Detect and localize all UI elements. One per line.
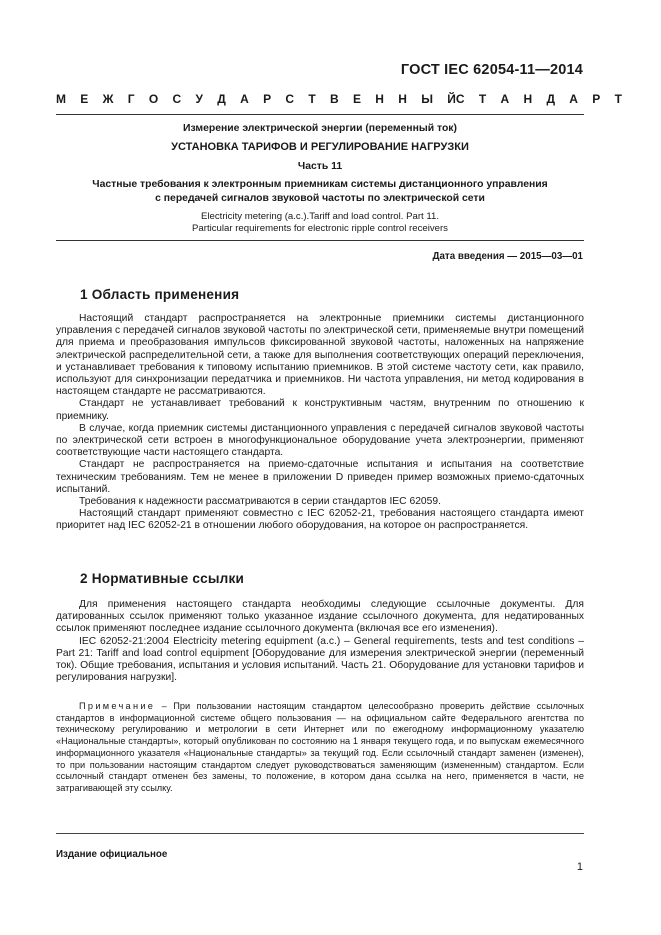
- banner-interstate-letter: В: [330, 92, 339, 106]
- footer-rule: [56, 833, 584, 834]
- edition-label: Издание официальное: [56, 849, 168, 860]
- banner-standard-letter: Н: [523, 92, 533, 106]
- banner-interstate-letter: Г: [127, 92, 135, 106]
- section-1-paragraph: В случае, когда приемник системы дистанционного управления с передачей сигналов звуковой частоты по электрической сети встроен в многофункциональное оборудование учета электроэнергии, применяют соответствующие части настоящего стандарта.: [56, 422, 584, 459]
- banner-interstate-letter: Ы: [421, 92, 433, 106]
- banner-interstate-letter: С: [172, 92, 182, 106]
- banner-word-interstate: [56, 92, 456, 106]
- introduction-date: Дата введения — 2015—03—01: [432, 251, 583, 262]
- section-1-paragraph: Настоящий стандарт применяют совместно с IEC 62052-21, требования настоящего стандарта имеют приоритет над IEC 62052-21 в отношении любого оборудования, на которое он распространяется.: [56, 508, 584, 532]
- title-rule: [56, 240, 584, 241]
- banner-interstate-letter: Е: [80, 92, 89, 106]
- note-label: Примечание: [79, 701, 156, 711]
- banner-interstate-letter: С: [285, 92, 295, 106]
- title-subtitle: [56, 178, 584, 206]
- banner-standard-letter: Т: [614, 92, 622, 106]
- banner-interstate-letter: М: [56, 92, 66, 106]
- standard-number: ГОСТ IEC 62054-11—2014: [400, 62, 583, 78]
- title-part: Часть 11: [297, 161, 343, 172]
- banner-interstate-letter: Н: [375, 92, 384, 106]
- note-text: – При пользовании настоящим стандартом целесообразно проверить действие ссылочных стандартов в информационной системе общего пользования — на официальном сайте Федерального агентства по техническому регулированию и метрологии в сети Интернет или по ежегодному информационному указателю «Национальные стандарты», который опубликован по состоянию на 1 января текущего года, и по выпускам ежемесячного информационного указателя «Национальные стандарты» за текущий год. Если ссылочный стандарт заменен (изменен), то при пользовании настоящим стандартом следует руководствоваться заменяющим (измененным) стандартом. Если ссылочный стандарт отменен без замены, то положение, в котором дана ссылка на него, применяется в части, не затрагивающей эту ссылку.: [56, 701, 584, 793]
- banner-interstate-letter: У: [195, 92, 203, 106]
- banner-word-standard: [456, 92, 622, 106]
- title-english-line-2: Particular requirements for electronic ripple control receivers: [192, 223, 448, 234]
- title-line-1: Измерение электрической энергии (переменный ток): [183, 123, 457, 134]
- title-english-line-1: Electricity metering (a.c.).Tariff and load control. Part 11.: [201, 211, 439, 222]
- banner-interstate-letter: Ж: [102, 92, 114, 106]
- banner-standard-letter: Р: [592, 92, 601, 106]
- section-2-heading: 2 Нормативные ссылки: [80, 571, 245, 586]
- section-1-body: [56, 313, 584, 533]
- standard-type-banner: [56, 92, 622, 106]
- banner-standard-letter: А: [569, 92, 578, 106]
- title-line-2: УСТАНОВКА ТАРИФОВ И РЕГУЛИРОВАНИЕ НАГРУЗКИ: [171, 141, 469, 153]
- banner-standard-letter: Т: [478, 92, 487, 106]
- title-subtitle-line-2: с передачей сигналов звуковой частоты по электрической сети: [155, 193, 485, 204]
- banner-standard-letter: А: [500, 92, 510, 106]
- banner-interstate-letter: Т: [308, 92, 316, 106]
- section-1-heading: 1 Область применения: [80, 287, 240, 302]
- banner-interstate-letter: О: [148, 92, 159, 106]
- banner-interstate-letter: Н: [398, 92, 407, 106]
- section-1-paragraph: Требования к надежности рассматриваются в серии стандартов IEC 62059.: [79, 496, 441, 508]
- banner-interstate-letter: Й: [447, 92, 456, 106]
- banner-interstate-letter: Р: [263, 92, 272, 106]
- section-2-paragraph: IEC 62052-21:2004 Electricity metering equipment (a.c.) – General requirements, tests and test conditions – Part 21: Tariff and load control equipment [Оборудование для измерения электрической энергии (переменный ток). Общие требования, испытания и условия испытаний. Часть 21. Оборудование для установки тарифов и регулирования нагрузки].: [56, 635, 584, 684]
- banner-standard-letter: Д: [546, 92, 555, 106]
- banner-interstate-letter: Е: [352, 92, 361, 106]
- banner-interstate-letter: А: [240, 92, 249, 106]
- banner-interstate-letter: Д: [217, 92, 226, 106]
- section-2-body: [56, 599, 584, 684]
- banner-standard-letter: С: [455, 92, 465, 106]
- section-1-paragraph: Настоящий стандарт распространяется на электронные приемники системы дистанционного управления с передачей сигналов звуковой частоты по электрической сети, применяемые внутри помещений для приема и преобразования импульсов фиксированной звуковой частоты, наложенных на напряжение электрической распределительной сети, а также для выполнения соответствующих операций переключения, и устанавливает требования к типовому испытанию приемников. В этой системе частоту сети, как правило, используют для синхронизации передатчика и приемников. Ни частота управления, ни метод кодирования в настоящем стандарте не рассматриваются.: [56, 313, 584, 398]
- section-1-paragraph: Стандарт не устанавливает требований к конструктивным частям, внутренним по отношению к приемнику.: [56, 398, 584, 422]
- section-2-note: [56, 701, 584, 795]
- page-number: 1: [576, 861, 583, 873]
- section-1-paragraph: Стандарт не распространяется на приемо-сдаточные испытания и испытания на соответствие техническим требованиям. Тем не менее в приложении D приведен пример возможных приемо-сдаточных испытаний.: [56, 459, 584, 495]
- header-rule: [56, 114, 584, 115]
- title-english: [56, 211, 584, 235]
- section-2-paragraph: Для применения настоящего стандарта необходимы следующие ссылочные документы. Для датированных ссылок применяют только указанное издание ссылочного документа, для недатированных ссылок применяют последнее издание ссылочного документа (включая все его изменения).: [56, 599, 584, 635]
- title-subtitle-line-1: Частные требования к электронным приемникам системы дистанционного управления: [92, 179, 548, 190]
